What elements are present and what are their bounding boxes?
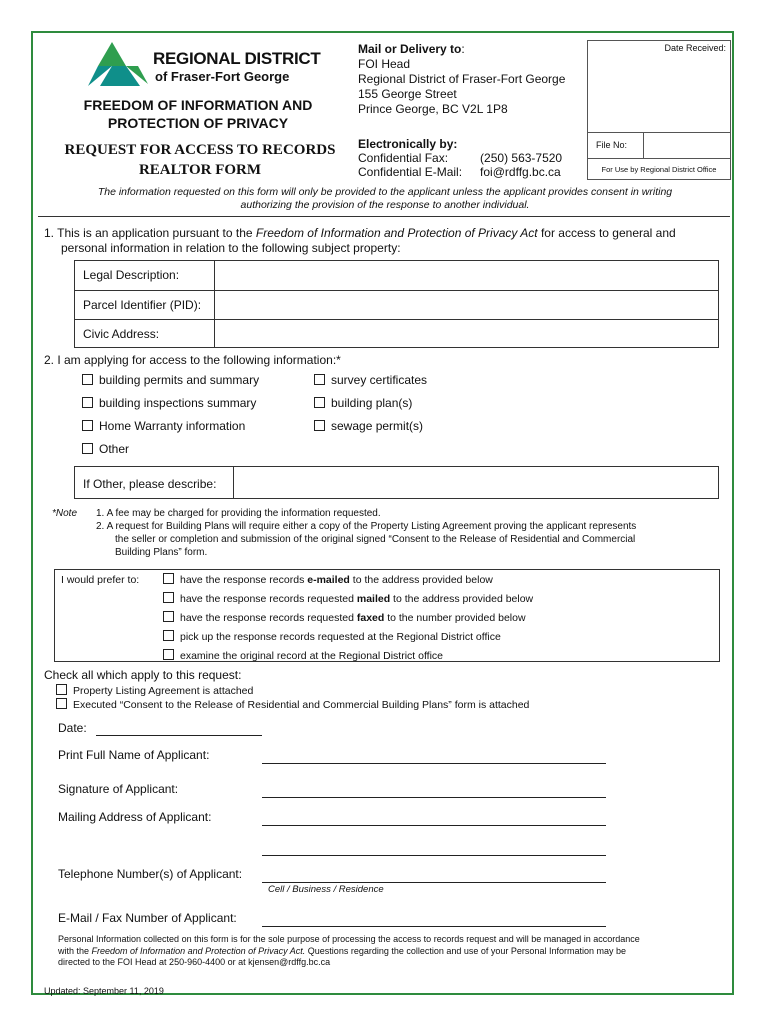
updated-date: Updated: September 11, 2019 [44, 986, 164, 996]
option-faxed[interactable]: have the response records requested faxed to the number provided below [163, 611, 526, 624]
telephone-input[interactable] [262, 882, 606, 883]
file-no-field[interactable]: File No: [588, 133, 730, 159]
checkbox-survey-certificates[interactable]: survey certificates [314, 373, 427, 387]
regional-district-logo [86, 40, 150, 88]
mail-address-block: Mail or Delivery to: FOI Head Regional District of Fraser-Fort George 155 George Street Prince George, BC V2L 1P8 [358, 42, 566, 116]
act-title: FREEDOM OF INFORMATION AND PROTECTION OF PRIVACY [83, 97, 313, 131]
electronic-contact-block: Electronically by: Confidential Fax: (250) 563-7520 Confidential E-Mail: foi@rdffg.bc.ca [358, 137, 580, 179]
form-title: REQUEST FOR ACCESS TO RECORDS REALTOR FORM [64, 142, 336, 178]
note-label: *Note [52, 508, 78, 519]
checkbox-building-permits[interactable]: building permits and summary [82, 373, 259, 387]
privacy-statement: Personal Information collected on this form is for the sole purpose of processing the access to records request and will be managed in accordance with the Freedom of Information and Protection of Privacy Act. Questions regarding the collection and use of your Personal Information may be directed to the FOI Head at 250-960-4400 or at kjensen@rdffg.bc.ca [58, 934, 640, 967]
pid-field[interactable]: Parcel Identifier (PID): [75, 290, 718, 319]
check-heading: Check all which apply to this request: [44, 668, 242, 682]
mailing-address-label: Mailing Address of Applicant: [58, 810, 212, 824]
legal-description-field[interactable]: Legal Description: [83, 268, 180, 282]
option-pickup[interactable]: pick up the response records requested at the Regional District office [163, 630, 501, 643]
signature-label: Signature of Applicant: [58, 782, 179, 796]
option-mailed[interactable]: have the response records requested mailed to the address provided below [163, 592, 533, 605]
note-1: 1. A fee may be charged for providing the information requested. [96, 508, 381, 519]
divider [38, 216, 730, 217]
mailing-address-input-1[interactable] [262, 825, 606, 826]
checkbox-consent-form[interactable]: Executed “Consent to the Release of Residential and Commercial Building Plans” form is attached [56, 698, 529, 712]
checkbox-listing-agreement[interactable]: Property Listing Agreement is attached [56, 684, 253, 698]
signature-input[interactable] [262, 797, 606, 798]
org-subtitle: of Fraser-Fort George [155, 69, 290, 84]
office-use-note: For Use by Regional District Office [601, 165, 717, 174]
checkbox-building-plans[interactable]: building plan(s) [314, 396, 412, 410]
org-name: REGIONAL DISTRICT [153, 49, 321, 68]
email-fax-label: E-Mail / Fax Number of Applicant: [58, 911, 237, 925]
date-label: Date: [58, 721, 87, 735]
date-input[interactable] [96, 735, 262, 736]
consent-notice: The information requested on this form will only be provided to the applicant unless the applicant provides consent in writing authorizing the provision of the response to another individual. [97, 186, 673, 211]
office-use-box [587, 40, 731, 180]
section-2-heading: 2. I am applying for access to the following information:* [44, 353, 341, 367]
mailing-address-input-2[interactable] [262, 855, 606, 856]
property-fields-table [74, 260, 719, 348]
other-description-field[interactable]: If Other, please describe: [74, 466, 719, 499]
checkbox-home-warranty[interactable]: Home Warranty information [82, 419, 245, 433]
name-input[interactable] [262, 763, 606, 764]
note-2: 2. A request for Building Plans will require either a copy of the Property Listing Agreement proving the applicant represents the seller or completion and submission of the original signed “Consent to the Release of Residential and Commercial Building Plans” form. [96, 521, 637, 558]
email-address: foi@rdffg.bc.ca [480, 165, 561, 179]
option-emailed[interactable]: have the response records e-mailed to the address provided below [163, 573, 493, 586]
option-examine[interactable]: examine the original record at the Regional District office [163, 649, 443, 662]
delivery-preference-box: I would prefer to: have the response records e-mailed to the address provided below have the response records requested mailed to the address provided below have the response records requested faxed to the number provided below pick up the response records requested at the Regional District office examine the original record at the Regional District office [54, 569, 720, 662]
email-fax-input[interactable] [262, 926, 606, 927]
checkbox-sewage-permits[interactable]: sewage permit(s) [314, 419, 423, 433]
telephone-label: Telephone Number(s) of Applicant: [58, 867, 243, 881]
name-label: Print Full Name of Applicant: [58, 748, 210, 762]
section-1-text: 1. This is an application pursuant to the Freedom of Information and Protection of Privacy Act for access to general and personal information in relation to the following subject property: [44, 226, 676, 255]
fax-number: (250) 563-7520 [480, 151, 563, 165]
checkbox-other[interactable]: Other [82, 442, 129, 456]
date-received-field[interactable]: Date Received: [588, 41, 730, 133]
telephone-caption: Cell / Business / Residence [268, 884, 384, 895]
civic-address-field[interactable]: Civic Address: [75, 319, 718, 349]
checkbox-building-inspections[interactable]: building inspections summary [82, 396, 256, 410]
